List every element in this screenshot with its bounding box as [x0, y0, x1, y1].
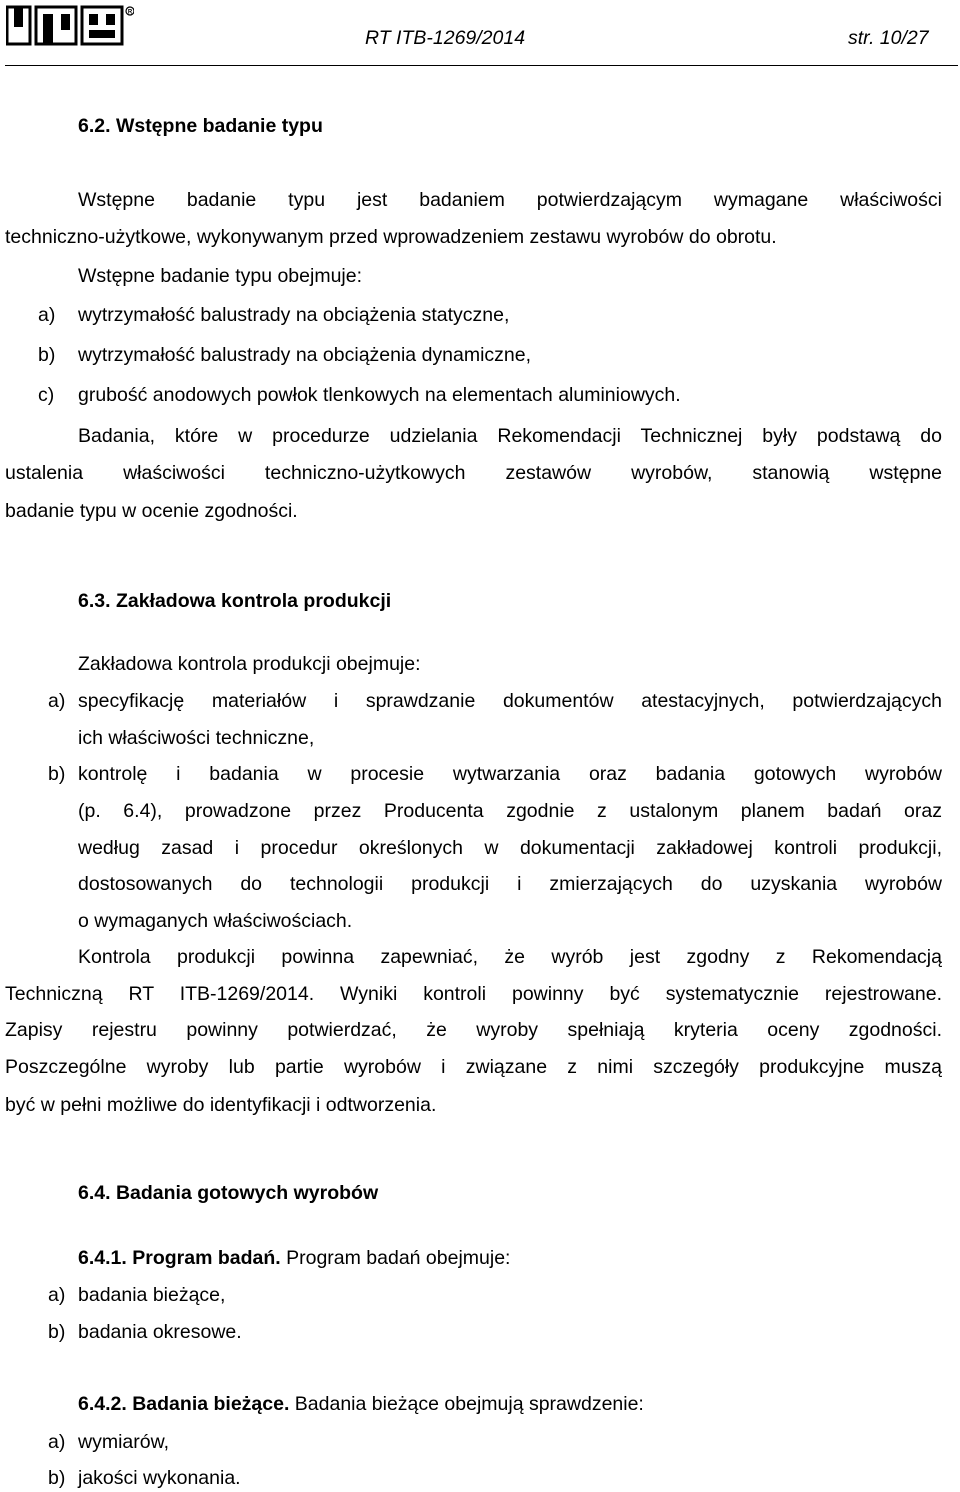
subsection-title: Program badań. [132, 1247, 281, 1269]
list-item-continuation: (p. 6.4), prowadzone przez Producenta zgodnie z ustalonym planem badań oraz [78, 800, 942, 822]
paragraph-line: Wstępne badanie typu jest badaniem potwierdzającym wymagane właściwości [78, 189, 942, 211]
paragraph-line: być w pełni możliwe do identyfikacji i odtworzenia. [5, 1094, 437, 1116]
list-intro: Zakładowa kontrola produkcji obejmuje: [78, 653, 421, 675]
list-item: wytrzymałość balustrady na obciążenia statyczne, [78, 304, 510, 326]
subsection-number: 6.4.1. [78, 1247, 127, 1269]
list-marker: b) [38, 344, 56, 366]
list-marker: b) [48, 1467, 66, 1489]
paragraph-line: ustalenia właściwości techniczno-użytkowych zestawów wyrobów, stanowią wstępne [5, 462, 942, 484]
paragraph-line: badanie typu w ocenie zgodności. [5, 500, 298, 522]
list-marker: a) [48, 690, 66, 712]
subsection-text: Program badań obejmuje: [286, 1247, 511, 1269]
list-item: kontrolę i badania w procesie wytwarzania oraz badania gotowych wyrobów [78, 763, 942, 785]
svg-text:R: R [127, 9, 133, 16]
page-header [0, 0, 960, 66]
itb-logo [6, 4, 134, 46]
list-item-continuation: o wymaganych właściwościach. [78, 910, 353, 932]
paragraph-line: techniczno-użytkowe, wykonywanym przed wprowadzeniem zestawu wyrobów do obrotu. [5, 226, 777, 248]
subsection-title: Badania bieżące. [132, 1393, 290, 1415]
list-item: wymiarów, [78, 1431, 170, 1453]
document-code: RT ITB-1269/2014 [365, 27, 526, 49]
list-marker: b) [48, 763, 66, 785]
paragraph-line: Badania, które w procedurze udzielania Rekomendacji Technicznej były podstawą do [78, 425, 942, 447]
list-item: jakości wykonania. [78, 1467, 241, 1489]
list-item: badania okresowe. [78, 1321, 242, 1343]
list-item-continuation: według zasad i procedur określonych w dokumentacji zakładowej kontroli produkcji, [78, 837, 942, 859]
subsection-number: 6.4.2. [78, 1393, 127, 1415]
list-marker: b) [48, 1321, 66, 1343]
list-intro: Wstępne badanie typu obejmuje: [78, 265, 363, 287]
paragraph-line: Techniczną RT ITB-1269/2014. Wyniki kontroli powinny być systematycznie rejestrowane. [5, 983, 942, 1005]
list-marker: a) [48, 1284, 66, 1306]
section-heading: 6.2. Wstępne badanie typu [78, 115, 323, 137]
paragraph-line: Poszczególne wyroby lub partie wyrobów i związane z nimi szczegóły produkcyjne muszą [5, 1056, 942, 1078]
list-item-continuation: dostosowanych do technologii produkcji i zmierzających do uzyskania wyrobów [78, 873, 942, 895]
list-item: grubość anodowych powłok tlenkowych na elementach aluminiowych. [78, 384, 681, 406]
header-divider [5, 65, 958, 66]
subsection-heading-line [78, 1246, 510, 1270]
paragraph-line: Kontrola produkcji powinna zapewniać, że wyrób jest zgodny z Rekomendacją [78, 946, 942, 968]
list-item: specyfikację materiałów i sprawdzanie dokumentów atestacyjnych, potwierdzających [78, 690, 942, 712]
paragraph-line: Zapisy rejestru powinny potwierdzać, że wyroby spełniają kryteria oceny zgodności. [5, 1019, 942, 1041]
section-heading: 6.4. Badania gotowych wyrobów [78, 1182, 379, 1204]
page-number: str. 10/27 [848, 27, 929, 49]
list-item-continuation: ich właściwości techniczne, [78, 727, 315, 749]
list-item: wytrzymałość balustrady na obciążenia dynamiczne, [78, 344, 532, 366]
section-heading: 6.3. Zakładowa kontrola produkcji [78, 590, 392, 612]
list-marker: c) [38, 384, 55, 406]
list-marker: a) [38, 304, 56, 326]
subsection-text: Badania bieżące obejmują sprawdzenie: [294, 1393, 644, 1415]
list-marker: a) [48, 1431, 66, 1453]
list-item: badania bieżące, [78, 1284, 226, 1306]
subsection-heading-line [78, 1392, 644, 1416]
